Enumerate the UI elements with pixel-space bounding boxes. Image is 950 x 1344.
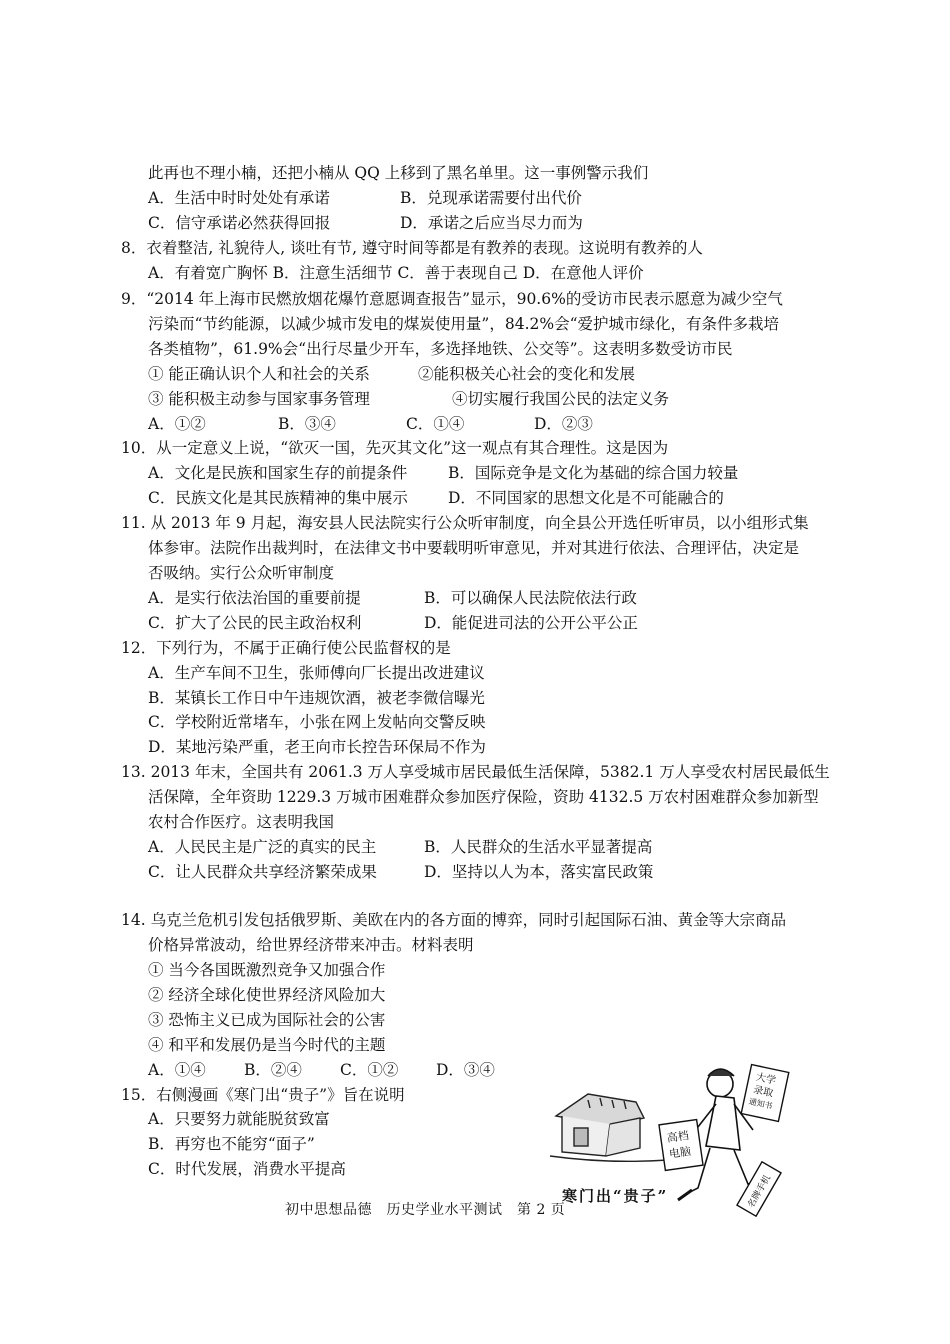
q14-stem-line1: 14. 乌克兰危机引发包括俄罗斯、美欧在内的各方面的博弈，同时引起国际石油、黄金等大宗商品: [121, 911, 787, 929]
q9-item-3: ③ 能积极主动参与国家事务管理: [148, 390, 370, 408]
hut-illustration: [550, 1094, 668, 1161]
svg-text:高档: 高档: [666, 1128, 690, 1145]
q14-option-d: D．③④: [436, 1061, 495, 1079]
q14-stem-line2: 价格异常波动，给世界经济带来冲击。材料表明: [148, 936, 474, 954]
computer-box: [659, 1120, 703, 1171]
q15-option-c: C．时代发展，消费水平提高: [148, 1160, 346, 1178]
cartoon-poor-family-rich-son: [548, 1060, 793, 1220]
q11-stem-line2: 体参审。法院作出裁判时，在法律文书中要载明听审意见，并对其进行依法、合理评估，决定是: [148, 539, 800, 557]
q14-item-2: ② 经济全球化使世界经济风险加大: [148, 986, 386, 1004]
q7-option-a: A．生活中时时处处有承诺: [148, 189, 330, 207]
q11-stem-line1: 11. 从 2013 年 9 月起，海安县人民法院实行公众听审制度，向全县公开选任听审员，以小组形式集: [121, 514, 809, 532]
q13-stem-line3: 农村合作医疗。这表明我国: [148, 813, 335, 831]
q9-item-4: ④切实履行我国公民的法定义务: [452, 390, 670, 408]
q7-option-c: C．信守承诺必然获得回报: [148, 214, 331, 232]
svg-text:录取: 录取: [752, 1084, 775, 1100]
svg-text:大学: 大学: [754, 1071, 777, 1087]
q10-option-b: B．国际竞争是文化为基础的综合国力较量: [448, 464, 739, 482]
q13-option-a: A．人民民主是广泛的真实的民主: [148, 838, 377, 856]
q7-stem-tail: 此再也不理小楠，还把小楠从 QQ 上移到了黑名单里。这一事例警示我们: [148, 164, 649, 182]
cartoon-caption: 寒门出“贵子”: [562, 1187, 669, 1205]
q11-stem-line3: 否吸纳。实行公众听审制度: [148, 564, 335, 582]
q12-option-c: C．学校附近常堵车，小张在网上发帖向交警反映: [148, 713, 486, 731]
q15-option-a: A．只要努力就能脱贫致富: [148, 1110, 330, 1128]
q11-option-d: D．能促进司法的公开公平公正: [424, 614, 638, 632]
q15-option-b: B．再穷也不能穷“面子”: [148, 1135, 315, 1153]
q10-option-c: C．民族文化是其民族精神的集中展示: [148, 489, 408, 507]
svg-text:通知书: 通知书: [747, 1096, 774, 1111]
q10-option-d: D．不同国家的思想文化是不可能融合的: [448, 489, 724, 507]
q12-option-a: A．生产车间不卫生，张师傅向厂长提出改进建议: [148, 664, 485, 682]
phone-box: [737, 1162, 781, 1216]
q14-option-b: B．②④: [244, 1061, 302, 1079]
page-footer: 初中思想品德 历史学业水平测试 第 2 页: [285, 1202, 566, 1218]
q10-stem: 10．从一定意义上说，“欲灭一国，先灭其文化”这一观点有其合理性。这是因为: [121, 439, 669, 457]
university-notice-sign: [741, 1065, 789, 1122]
q9-option-d: D．②③: [534, 415, 593, 433]
q9-item-1: ① 能正确认识个人和社会的关系: [148, 365, 370, 383]
q8-stem: 8．衣着整洁, 礼貌待人, 谈吐有节, 遵守时间等都是有教养的表现。这说明有教养的人: [121, 239, 703, 257]
q9-stem-line3: 各类植物”，61.9%会“出行尽量少开车，多选择地铁、公交等”。这表明多数受访市民: [148, 340, 733, 358]
q12-option-d: D．某地污染严重，老王向市长控告环保局不作为: [148, 738, 486, 756]
q9-stem-line2: 污染而“节约能源，以减少城市发电的煤炭使用量”，84.2%会“爱护城市绿化，有条件多栽培: [148, 315, 780, 333]
q11-option-b: B．可以确保人民法院依法行政: [424, 589, 637, 607]
q14-item-4: ④ 和平和发展仍是当今时代的主题: [148, 1036, 386, 1054]
q11-option-c: C．扩大了公民的民主政治权利: [148, 614, 362, 632]
q9-stem-line1: 9．“2014 年上海市民燃放烟花爆竹意愿调查报告”显示，90.6%的受访市民表示愿意为减少空气: [121, 290, 783, 308]
q13-option-d: D．坚持以人为本，落实富民政策: [424, 863, 654, 881]
q12-option-b: B．某镇长工作日中午违规饮酒，被老李微信曝光: [148, 689, 485, 707]
q13-option-b: B．人民群众的生活水平显著提高: [424, 838, 653, 856]
q7-option-d: D．承诺之后应当尽力而为: [400, 214, 583, 232]
q15-stem: 15．右侧漫画《寒门出“贵子”》旨在说明: [121, 1086, 405, 1104]
q14-option-a: A．①④: [148, 1061, 206, 1079]
q10-option-a: A．文化是民族和国家生存的前提条件: [148, 464, 408, 482]
q7-option-b: B．兑现承诺需要付出代价: [400, 189, 582, 207]
svg-text:名牌手机: 名牌手机: [746, 1173, 774, 1210]
q9-option-c: C．①④: [406, 415, 465, 433]
q9-item-2: ②能积极关心社会的变化和发展: [418, 365, 636, 383]
q12-stem: 12．下列行为，不属于正确行使公民监督权的是: [121, 639, 451, 657]
q14-item-1: ① 当今各国既激烈竞争又加强合作: [148, 961, 386, 979]
q13-option-c: C．让人民群众共享经济繁荣成果: [148, 863, 377, 881]
q8-options: A．有着宽广胸怀 B．注意生活细节 C．善于表现自己 D．在意他人评价: [148, 264, 644, 282]
q11-option-a: A．是实行依法治国的重要前提: [148, 589, 361, 607]
q14-option-c: C．①②: [340, 1061, 399, 1079]
svg-text:电脑: 电脑: [668, 1144, 692, 1161]
q14-item-3: ③ 恐怖主义已成为国际社会的公害: [148, 1011, 386, 1029]
q9-option-b: B．③④: [278, 415, 336, 433]
q13-stem-line1: 13. 2013 年末，全国共有 2061.3 万人享受城市居民最低生活保障，5382.1 万人享受农村居民最低生: [121, 763, 830, 781]
q13-stem-line2: 活保障，全年资助 1229.3 万城市困难群众参加医疗保险，资助 4132.5 万农村困难群众参加新型: [148, 788, 819, 806]
q9-option-a: A．①②: [148, 415, 206, 433]
